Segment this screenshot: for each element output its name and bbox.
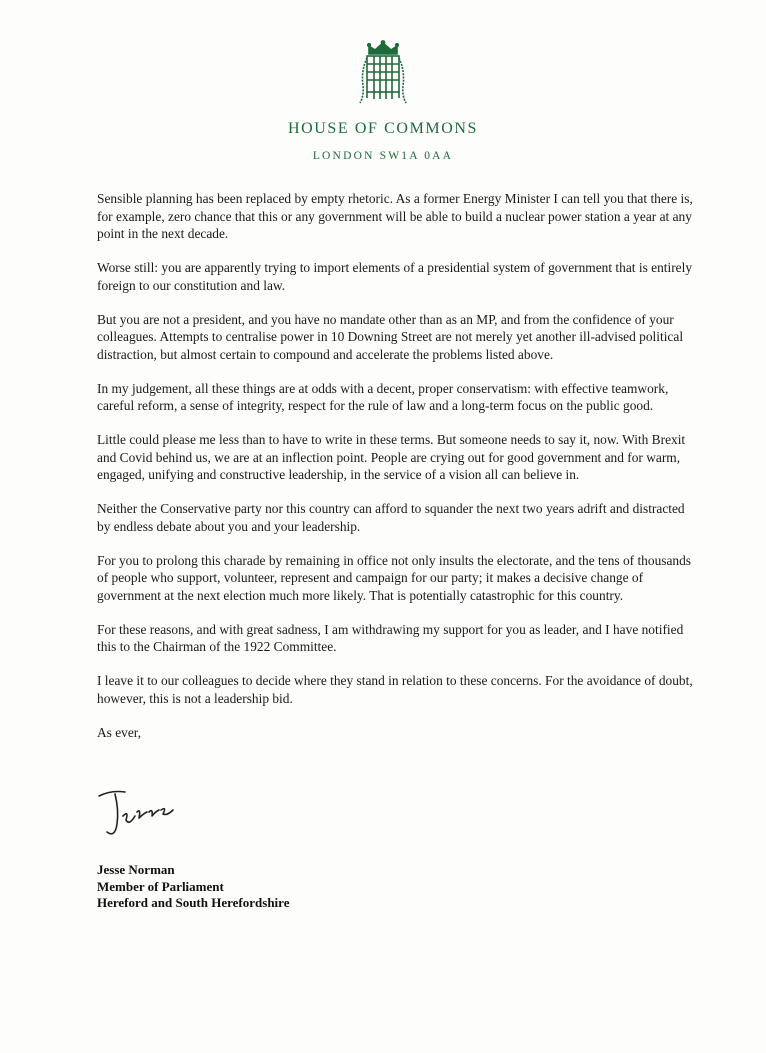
signoff-name: Jesse Norman	[97, 862, 175, 877]
signoff-block	[97, 862, 289, 912]
portcullis-icon	[358, 40, 408, 106]
letterhead	[0, 40, 766, 162]
paragraph: For you to prolong this charade by remaining in office not only insults the electorate, and the tens of thousands of people who support, volunteer, represent and campaign for our party; it makes a decisive change of government at the next election much more likely. That is potentially catastrophic for this country.	[97, 552, 692, 603]
letterhead-title: HOUSE OF COMMONS	[287, 120, 479, 137]
signoff-constituency: Hereford and South Herefordshire	[97, 895, 290, 910]
paragraph: In my judgement, all these things are at odds with a decent, proper conservatism: with effective teamwork, careful reform, a sense of integrity, respect for the rule of law and a long-term focus on the public good.	[97, 380, 669, 413]
paragraph: Worse still: you are apparently trying to import elements of a presidential system of government that is entirely foreign to our constitution and law.	[97, 260, 693, 293]
closing-line: As ever,	[97, 724, 142, 740]
paragraph: For these reasons, and with great sadness, I am withdrawing my support for you as leader, and I have notified this to the Chairman of the 1922 Committee.	[97, 621, 684, 654]
letter-body	[97, 190, 697, 758]
letterhead-address: LONDON SW1A 0AA	[312, 150, 454, 162]
signoff-role: Member of Parliament	[97, 878, 224, 894]
paragraph: Neither the Conservative party nor this country can afford to squander the next two years adrift and distracted by endless debate about you and your leadership.	[97, 501, 685, 534]
paragraph: Sensible planning has been replaced by empty rhetoric. As a former Energy Minister I can tell you that there is, for example, zero chance that this or any government will be able to build a nuclear power station a year at any point in the next decade.	[97, 191, 693, 241]
paragraph: I leave it to our colleagues to decide where they stand in relation to these concerns. For the avoidance of doubt, however, this is not a leadership bid.	[97, 673, 693, 706]
paragraph: Little could please me less than to have to write in these terms. But someone needs to say it, now. With Brexit and Covid behind us, we are at an inflection point. People are crying out for good government and for warm, engaged, unifying and constructive leadership, in the service of a vision all can believe in.	[97, 432, 686, 482]
paragraph: But you are not a president, and you have no mandate other than as an MP, and from the confidence of your colleagues. Attempts to centralise power in 10 Downing Street are not merely yet another ill-advised political distraction, but almost certain to compound and accelerate the problems listed above.	[97, 311, 684, 362]
handwritten-signature	[95, 782, 175, 844]
